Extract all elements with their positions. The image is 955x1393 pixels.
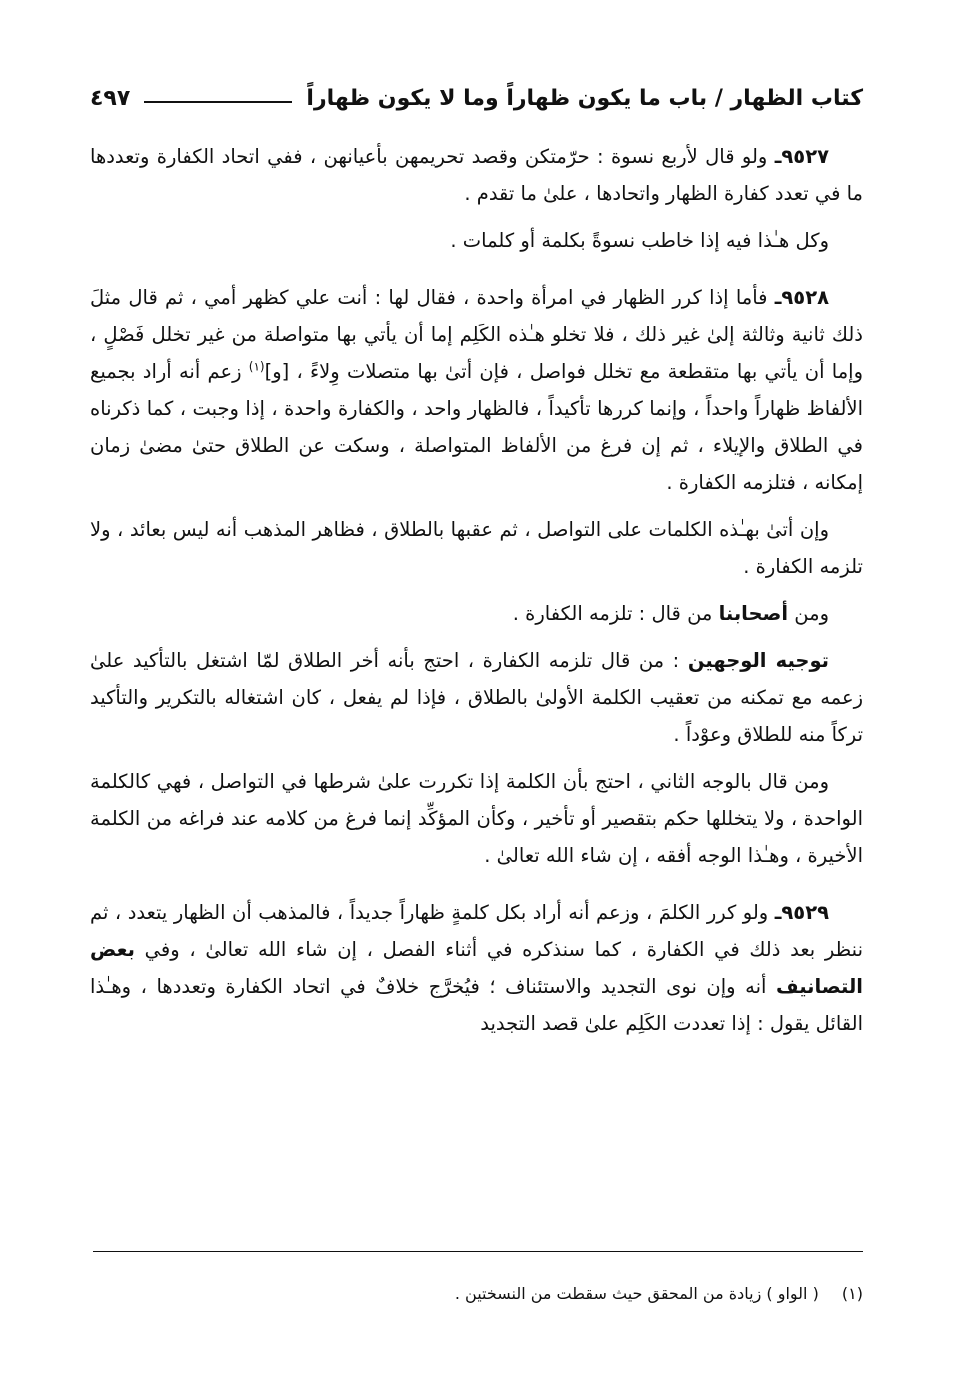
bold-term: توجيه الوجهين bbox=[687, 649, 830, 672]
paragraph-text: فأما إذا كرر الظهار في امرأة واحدة ، فقال لها : أنت علي كظهر أمي ، ثم قال مثلَ ذلك ثانية وثالثة إلىٰ غير ذلك ، فلا تخلو هـٰذه الكَلِم إما أن يأتي بها متواصلة من غير تخلل فَصْلٍ ، وإما أن يأتي بها متقطعة مع تخلل فواصل ، فإن أتىٰ بها متصلات وِلاءً ، [و] bbox=[90, 286, 863, 383]
paragraph-text-cont: أنه وإن نوى التجديد والاستئناف ؛ فيُخرَّج خلافٌ في اتحاد الكفارة وتعددها ، وهـٰذا القائل يقول : إذا تعددت الكَلِم علىٰ قصد التجديد bbox=[90, 975, 863, 1035]
paragraph-text: وكل هـٰذا فيه إذا خاطب نسوةً بكلمة أو كلمات . bbox=[450, 229, 829, 252]
paragraph-9527 bbox=[90, 138, 863, 212]
paragraph-text: ومن قال بالوجه الثاني ، احتج بأن الكلمة إذا تكررت علىٰ شرطها في التواصل ، فهي كالكلمة الواحدة ، ولا يتخللها حكم بتقصير أو تأخير ، وكأن المؤكِّد إنما فرغ من كلامه عند فراغه من الكلمة الأخيرة ، وهـٰذا الوجه أفقه ، إن شاء الله تعالىٰ . bbox=[90, 770, 863, 867]
paragraph-text: ولو كرر الكلمَ ، وزعم أنه أراد بكل كلمةٍ ظهاراً جديداً ، فالمذهب أن الظهار يتعدد ، ثم ننظر بعد ذلك في الكفارة ، كما سنذكره في أثناء الفصل ، إن شاء الله تعالىٰ ، وفي bbox=[90, 901, 863, 961]
paragraph-9528 bbox=[90, 279, 863, 501]
footnote bbox=[90, 1280, 863, 1308]
section-number: ٩٥٢٧ـ bbox=[774, 145, 829, 168]
paragraph bbox=[90, 511, 863, 585]
header-rule bbox=[144, 101, 292, 103]
footnote-text: ( الواو ) زيادة من المحقق حيث سقطت من النسختين . bbox=[454, 1284, 819, 1303]
main-text bbox=[90, 138, 863, 1052]
section-number: ٩٥٢٨ـ bbox=[774, 286, 830, 309]
paragraph-text: من قال : تلزمه الكفارة . bbox=[512, 602, 719, 625]
paragraph bbox=[90, 763, 863, 874]
page-number: ٤٩٧ bbox=[90, 85, 131, 111]
paragraph bbox=[90, 595, 863, 632]
paragraph-9529 bbox=[90, 894, 863, 1042]
paragraph-text: وإن أتىٰ بهـٰذه الكلمات على التواصل ، ثم عقبها بالطلاق ، فظاهر المذهب أنه ليس بعائد ، ولا تلزمه الكفارة . bbox=[90, 518, 863, 578]
paragraph-lead: ومن bbox=[788, 602, 829, 625]
paragraph-text: : من قال تلزمه الكفارة ، احتج بأنه أخر الطلاق لمّا اشتغل بالتأكيد علىٰ زعمه مع تمكنه من تعقيب الكلمة الأولىٰ بالطلاق ، فإذا لم يفعل ، كان اشتغاله بالتكرير والتأكيد تركاً منه للطلاق وعوْداً . bbox=[90, 649, 863, 746]
footnote-ref[interactable]: (١) bbox=[248, 359, 265, 374]
header-title: كتاب الظهار / باب ما يكون ظهاراً وما لا يكون ظهاراً bbox=[306, 85, 863, 111]
paragraph bbox=[90, 642, 863, 753]
bold-term: بعض التصانيف bbox=[90, 938, 863, 998]
footnote-number: (١) bbox=[841, 1284, 863, 1303]
paragraph-text-cont: زعم أنه أراد بجميع الألفاظ ظهاراً واحداً ، وإنما كررها تأكيداً ، فالظهار واحد ، والكفارة واحدة ، إذا وجبت ، كما ذكرناه في الطلاق والإيلاء ، ثم إن فرغ من الألفاظ المتواصلة ، وسكت عن الطلاق حتىٰ مضىٰ زمان إمكانه ، فتلزمه الكفارة . bbox=[90, 360, 863, 494]
running-header bbox=[90, 78, 863, 118]
paragraph bbox=[90, 222, 863, 259]
paragraph-text: ولو قال لأربع نسوة : حرّمتكن وقصد تحريمهن بأعيانهن ، ففي اتحاد الكفارة وتعددها ما في تعدد كفارة الظهار واتحادها ، علىٰ ما تقدم . bbox=[90, 145, 863, 205]
bold-term: أصحابنا bbox=[718, 602, 789, 625]
section-number: ٩٥٢٩ـ bbox=[774, 901, 829, 924]
footnote-divider bbox=[93, 1251, 863, 1252]
